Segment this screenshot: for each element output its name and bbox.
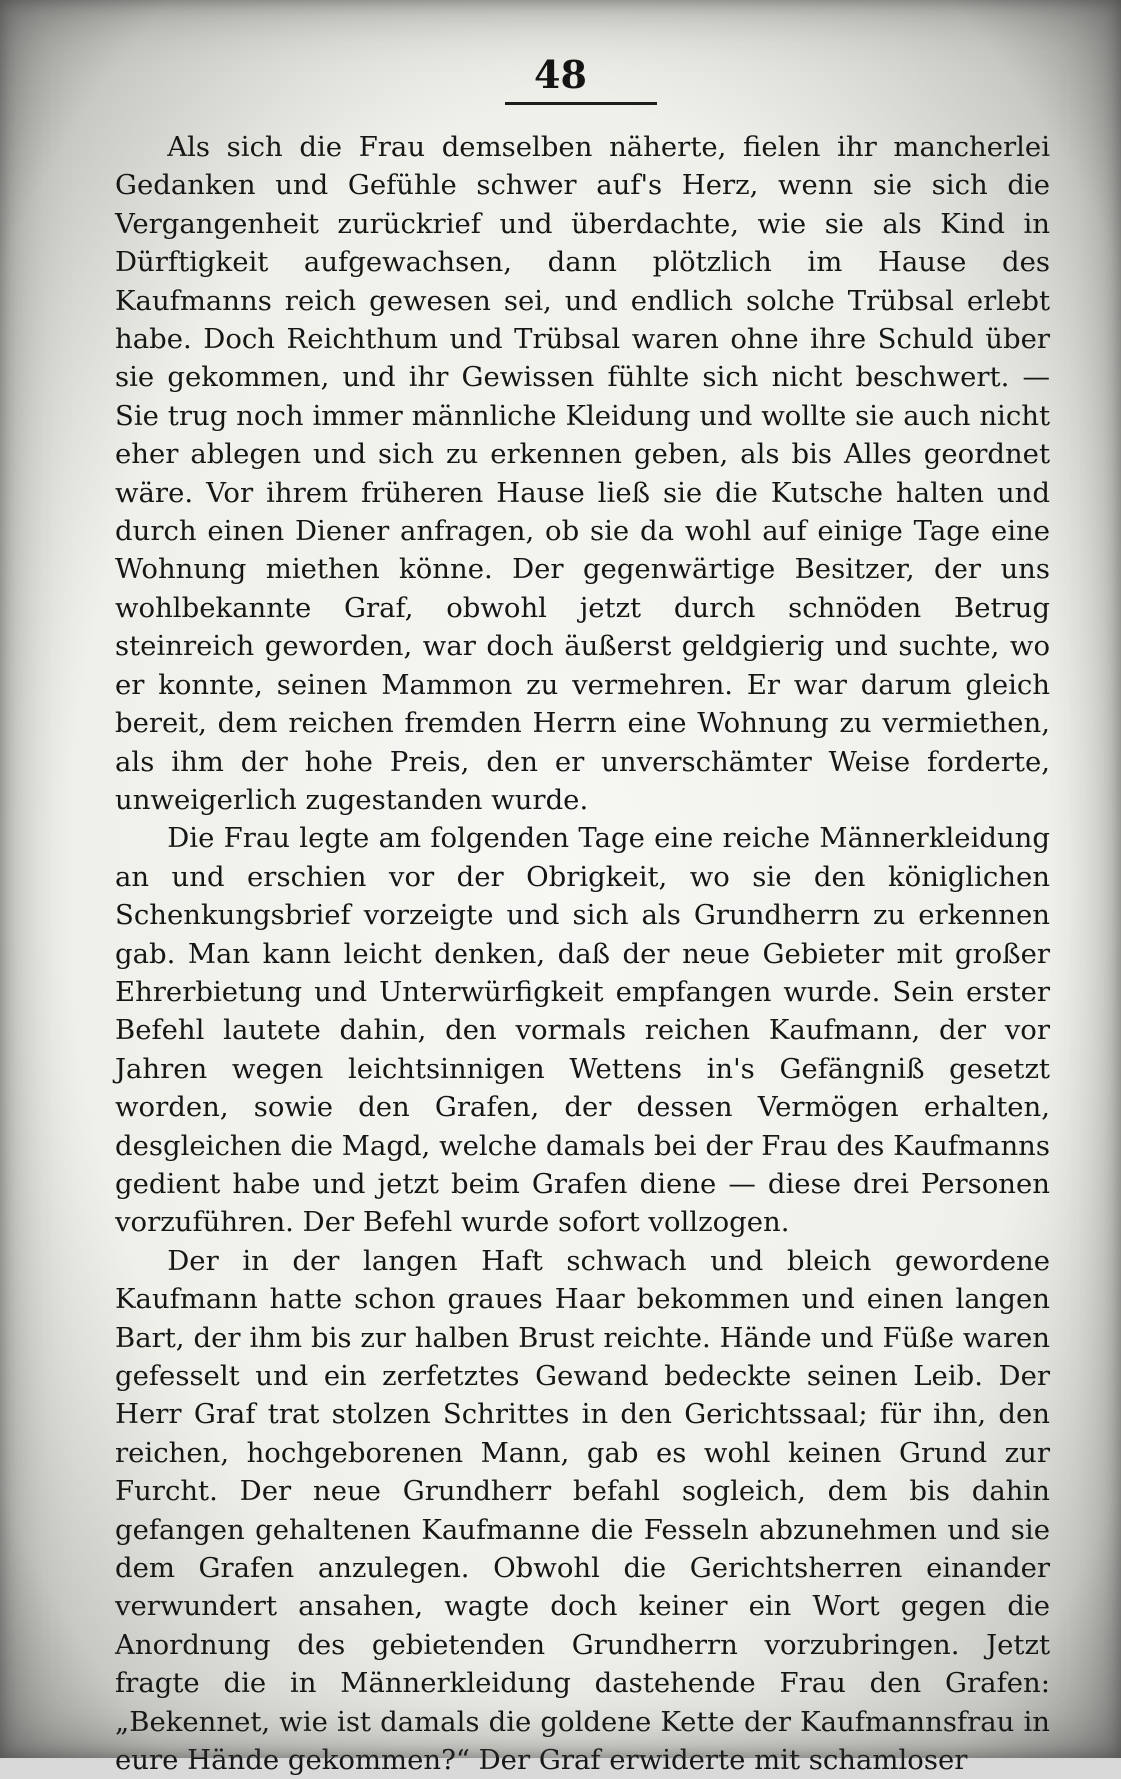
page-number-rule: [505, 102, 657, 105]
paragraph-2: Die Frau legte am folgenden Tage eine reiche Männerkleidung an und erschien vor der Obrigkeit, wo sie den königlichen Schenkungsbrief vorzeigte und sich als Grundherrn zu erkennen gab. Man kann leicht denken, daß der neue Gebieter mit großer Ehrerbietung und Unterwürfigkeit empfangen wurde. Sein erster Befehl lautete dahin, den vormals reichen Kaufmann, der vor Jahren wegen leichtsinnigen Wettens in's Gefängniß gesetzt worden, sowie den Grafen, der dessen Vermögen erhalten, desgleichen die Magd, welche damals bei der Frau des Kaufmanns gedient habe und jetzt beim Grafen diene — diese drei Personen vorzuführen. Der Befehl wurde sofort vollzogen.: [115, 822, 1050, 1239]
paragraph-3: Der in der langen Haft schwach und bleich gewordene Kaufmann hatte schon graues Haar bekommen und einen langen Bart, der ihm bis zur halben Brust reichte. Hände und Füße waren gefesselt und ein zerfetztes Gewand bedeckte seinen Leib. Der Herr Graf trat stolzen Schrittes in den Gerichtssaal; für ihn, den reichen, hochgeborenen Mann, gab es wohl keinen Grund zur Furcht. Der neue Grundherr befahl sogleich, dem bis dahin gefangen gehaltenen Kaufmanne die Fesseln abzunehmen und sie dem Grafen anzulegen. Obwohl die Gerichtsherren einander verwundert ansahen, wagte doch keiner ein Wort gegen die Anordnung des gebietenden Grundherrn vorzubringen. Jetzt fragte die in Männerkleidung dastehende Frau den Grafen: „Bekennet, wie ist damals die goldene Kette der Kaufmannsfrau in eure Hände gekommen?“ Der Graf erwiderte mit schamloser: [115, 1244, 1050, 1777]
body-text: [115, 128, 1050, 1779]
paragraph-1: Als sich die Frau demselben näherte, fielen ihr mancherlei Gedanken und Gefühle schwer auf's Herz, wenn sie sich die Vergangenheit zurückrief und überdachte, wie sie als Kind in Dürftigkeit aufgewachsen, dann plötzlich im Hause des Kaufmanns reich gewesen sei, und endlich solche Trübsal erlebt habe. Doch Reichthum und Trübsal waren ohne ihre Schuld über sie gekommen, und ihr Gewissen fühlte sich nicht beschwert. — Sie trug noch immer männliche Kleidung und wollte sie auch nicht eher ablegen und sich zu erkennen geben, als bis Alles geordnet wäre. Vor ihrem früheren Hause ließ sie die Kutsche halten und durch einen Diener anfragen, ob sie da wohl auf einige Tage eine Wohnung miethen könne. Der gegenwärtige Besitzer, der uns wohlbekannte Graf, obwohl jetzt durch schnöden Betrug steinreich geworden, war doch äußerst geldgierig und suchte, wo er konnte, seinen Mammon zu vermehren. Er war darum gleich bereit, dem reichen fremden Herrn eine Wohnung zu vermiethen, als ihm der hohe Preis, den er unverschämter Weise forderte, unweigerlich zugestanden wurde.: [115, 131, 1050, 816]
page-number: 48: [534, 52, 587, 97]
